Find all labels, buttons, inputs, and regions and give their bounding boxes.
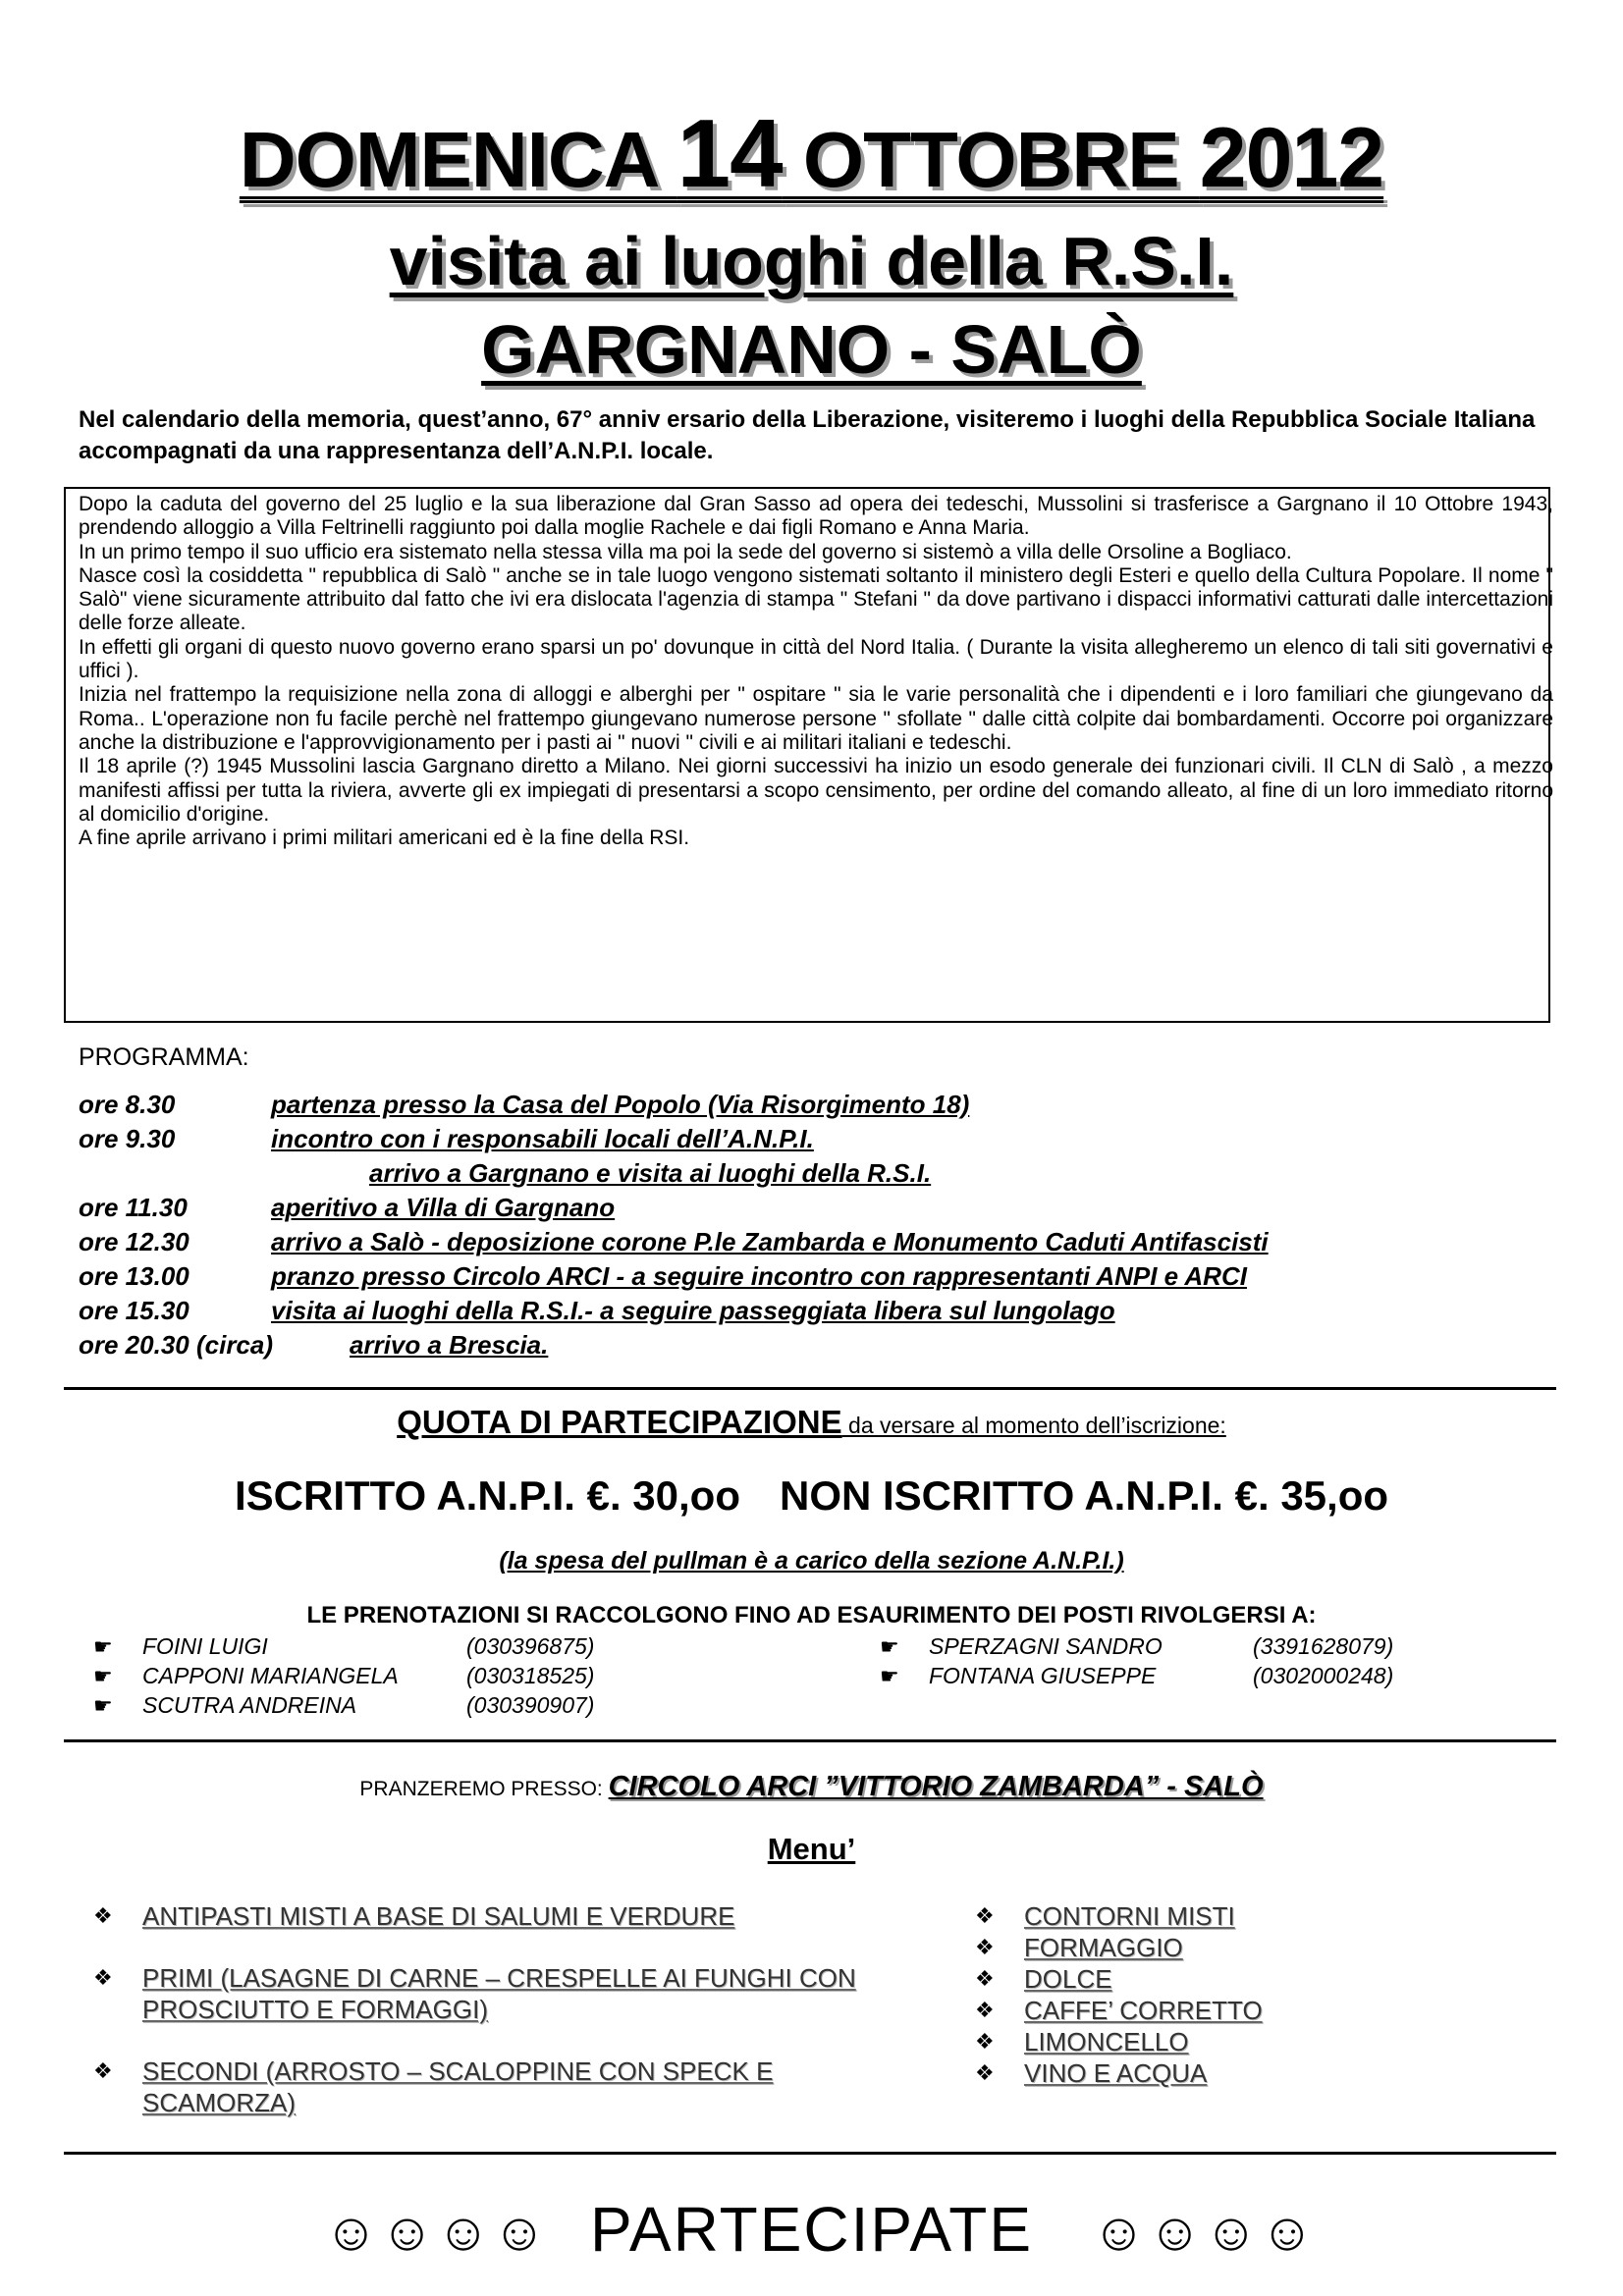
contact-name: SPERZAGNI SANDRO — [929, 1633, 1163, 1659]
history-text — [79, 493, 1553, 850]
program-text: pranzo presso Circolo ARCI - a seguire incontro con rappresentanti ANPI e ARCI — [271, 1261, 1247, 1291]
contact-phone: (0302000248) — [1253, 1663, 1394, 1688]
menu-item-text: DOLCE — [1024, 1964, 1112, 1994]
menu-item — [975, 2057, 1466, 2089]
diamond-bullet-icon: ❖ — [975, 1935, 995, 1959]
pointing-hand-icon: ☛ — [93, 1693, 113, 1718]
pointing-hand-icon: ☛ — [93, 1664, 113, 1688]
lunch-place: CIRCOLO ARCI ”VITTORIO ZAMBARDA” - SALÒ — [608, 1771, 1264, 1802]
reservations-heading: LE PRENOTAZIONI SI RACCOLGONO FINO AD ESAURIMENTO DEI POSTI RIVOLGERSI A: — [306, 1602, 1317, 1629]
program-row — [79, 1330, 548, 1361]
pointing-hand-icon: ☛ — [93, 1634, 113, 1659]
program-text: aperitivo a Villa di Gargnano — [271, 1193, 616, 1222]
prices-line — [0, 1472, 1623, 1520]
title-year: 2012 — [1199, 111, 1384, 205]
quota-note: da versare al momento dell’iscrizione: — [841, 1413, 1226, 1438]
program-time: ore 20.30 (circa) — [79, 1330, 274, 1360]
contact-phone: (030396875) — [466, 1633, 595, 1659]
contact-name: FOINI LUIGI — [142, 1633, 268, 1659]
menu-item-text: FORMAGGIO — [1024, 1933, 1183, 1962]
menu-item — [975, 1963, 1466, 1995]
diamond-bullet-icon: ❖ — [975, 2029, 995, 2054]
history-paragraph: Inizia nel frattempo la requisizione nella zona di alloggi e alberghi per " ospitare " sia le varie personalità che i dipendenti e i loro familiari che giungevano da Roma.. L'operazione non fu facile perchè nel frattempo giungevano numerose persone " sfollate " dalle città colpite dai bombardamenti. Occorre poi organizzare anche la distribuzione e l'approvvigionamento per i pasti ai " nuovi " civili e ai militari italiani e tedeschi. — [79, 683, 1553, 754]
menu-item-text: SECONDI (ARROSTO – SCALOPPINE CON SPECK E SCAMORZA) — [142, 2056, 774, 2117]
program-text: partenza presso la Casa del Popolo (Via Risorgimento 18) — [271, 1090, 970, 1119]
diamond-bullet-icon: ❖ — [93, 1903, 113, 1928]
menu-item-text: CONTORNI MISTI — [1024, 1901, 1235, 1931]
menu-title: Menu’ — [767, 1832, 856, 1866]
quota-heading — [0, 1404, 1623, 1441]
program-title: PROGRAMMA: — [79, 1043, 249, 1071]
menu-item-text: PRIMI (LASAGNE DI CARNE – CRESPELLE AI FUNGHI CON PROSCIUTTO E FORMAGGI) — [142, 1963, 856, 2024]
diamond-bullet-icon: ❖ — [975, 1903, 995, 1928]
program-row — [79, 1090, 969, 1120]
contact-name: FONTANA GIUSEPPE — [929, 1663, 1157, 1688]
program-text: incontro con i responsabili locali dell’A.N.P.I. — [271, 1124, 814, 1153]
smiley-icon-group-left: ☺☺☺☺ — [324, 2203, 549, 2262]
program-time: ore 15.30 — [79, 1296, 189, 1325]
history-paragraph: Il 18 aprile (?) 1945 Mussolini lascia Gargnano diretto a Milano. Nei giorni successivi ha inizio un esodo generale dei funzionari civili. Il CLN di Salò , a mezzo manifesti affissi per tutta la riviera, avverte gli ex impiegati di presentarsi a scopo censimento, per ordine del comando alleato, al fine di un loro immediato ritorno al domicilio d'origine. — [79, 755, 1553, 826]
diamond-bullet-icon: ❖ — [93, 2058, 113, 2083]
title-month: OTTOBRE — [782, 116, 1200, 203]
program-row — [79, 1124, 814, 1154]
diamond-bullet-icon: ❖ — [975, 1998, 995, 2022]
lunch-location — [0, 1771, 1623, 1803]
divider — [64, 1387, 1556, 1390]
program-row — [79, 1261, 1247, 1292]
menu-item — [975, 2026, 1466, 2057]
program-time: ore 9.30 — [79, 1124, 176, 1153]
price-non-member: NON ISCRITTO A.N.P.I. €. 35,oo — [780, 1472, 1389, 1519]
program-text: arrivo a Salò - deposizione corone P.le Zambarda e Monumento Caduti Antifascisti — [271, 1227, 1269, 1256]
lunch-label: PRANZEREMO PRESSO: — [359, 1778, 609, 1800]
program-time: ore 8.30 — [79, 1090, 176, 1119]
history-paragraph: In un primo tempo il suo ufficio era sistemato nella stessa villa ma poi la sede del governo si sistemò a villa delle Orsoline a Bogliaco. — [79, 540, 1292, 563]
contact-name: CAPPONI MARIANGELA — [142, 1663, 399, 1688]
menu-item-text: LIMONCELLO — [1024, 2027, 1189, 2056]
program-text: arrivo a Gargnano e visita ai luoghi della R.S.I. — [369, 1158, 932, 1188]
menu-item — [975, 1900, 1466, 1932]
menu-item — [975, 1932, 1466, 1963]
diamond-bullet-icon: ❖ — [975, 1966, 995, 1991]
menu-item-text: CAFFE’ CORRETTO — [1024, 1996, 1263, 2025]
contact-item — [93, 1663, 594, 1689]
program-time: ore 12.30 — [79, 1227, 189, 1256]
contact-item — [880, 1663, 1393, 1689]
contact-item — [93, 1633, 594, 1660]
menu-item-text: VINO E ACQUA — [1024, 2058, 1208, 2088]
smiley-icon-group-right: ☺☺☺☺ — [1092, 2203, 1317, 2262]
bus-cost-note: (la spesa del pullman è a carico della sezione A.N.P.I.) — [499, 1547, 1124, 1575]
menu-item — [93, 2056, 918, 2118]
divider — [64, 2152, 1556, 2155]
menu-item — [93, 1962, 918, 2025]
program-row — [79, 1296, 1115, 1326]
history-paragraph: In effetti gli organi di questo nuovo governo erano sparsi un po' dovunque in città del Nord Italia. ( Durante la visita allegheremo un elenco di tali siti governativi e uffici ). — [79, 635, 1553, 683]
program-text: visita ai luoghi della R.S.I.- a seguire passeggiata libera sul lungolago — [271, 1296, 1115, 1325]
subtitle-visit: visita ai luoghi della R.S.I. — [389, 223, 1234, 299]
page-title — [0, 99, 1623, 207]
contact-phone: (030390907) — [466, 1692, 595, 1718]
intro-paragraph: Nel calendario della memoria, quest’anno, 67° anniv ersario della Liberazione, visiteremo i luoghi della Repubblica Sociale Italiana accompagnati da una rappresentanza dell’A.N.P.I. locale. — [79, 406, 1536, 464]
price-member: ISCRITTO A.N.P.I. €. 30,oo — [234, 1472, 740, 1519]
program-row — [369, 1158, 931, 1189]
subtitle-places: GARGNANO - SALÒ — [481, 311, 1142, 388]
contact-item — [880, 1633, 1393, 1660]
menu-item-text: ANTIPASTI MISTI A BASE DI SALUMI E VERDURE — [142, 1901, 735, 1931]
title-day-number: 14 — [676, 99, 783, 207]
contact-name: SCUTRA ANDREINA — [142, 1692, 357, 1718]
history-paragraph: Dopo la caduta del governo del 25 luglio e la sua liberazione dal Gran Sasso ad opera dei tedeschi, Mussolini si trasferisce a Gargnano il 10 Ottobre 1943, prendendo alloggio a Villa Feltrinelli raggiunto poi dalla moglie Rachele e dai figli Romano e Anna Maria. — [79, 493, 1553, 540]
program-time: ore 11.30 — [79, 1193, 188, 1222]
contact-phone: (030318525) — [466, 1663, 595, 1688]
history-paragraph: A fine aprile arrivano i primi militari americani ed è la fine della RSI. — [79, 827, 690, 850]
pointing-hand-icon: ☛ — [880, 1664, 899, 1688]
diamond-bullet-icon: ❖ — [975, 2060, 995, 2085]
title-day-name: DOMENICA — [239, 116, 677, 203]
program-time: ore 13.00 — [79, 1261, 189, 1291]
pointing-hand-icon: ☛ — [880, 1634, 899, 1659]
program-row — [79, 1227, 1269, 1257]
menu-item — [975, 1995, 1466, 2026]
history-paragraph: Nasce così la cosiddetta " repubblica di Salò " anche se in tale luogo vengono sistemati soltanto il ministero degli Esteri e quello della Cultura Popolare. Il nome " Salò" viene sicuramente attribuito dal fatto che ivi era dislocata l'agenzia di stampa " Stefani " da dove partivano i dispacci informativi catturati dalle intercettazioni delle forze alleate. — [79, 563, 1553, 635]
contact-phone: (3391628079) — [1253, 1633, 1394, 1659]
divider — [64, 1739, 1556, 1742]
quota-title: QUOTA DI PARTECIPAZIONE — [397, 1404, 842, 1440]
program-text: arrivo a Brescia. — [350, 1330, 549, 1360]
diamond-bullet-icon: ❖ — [93, 1965, 113, 1990]
menu-item — [93, 1900, 918, 1932]
footer-call-to-action: PARTECIPATE — [589, 2194, 1034, 2265]
contact-item — [93, 1692, 594, 1719]
program-row — [79, 1193, 615, 1223]
